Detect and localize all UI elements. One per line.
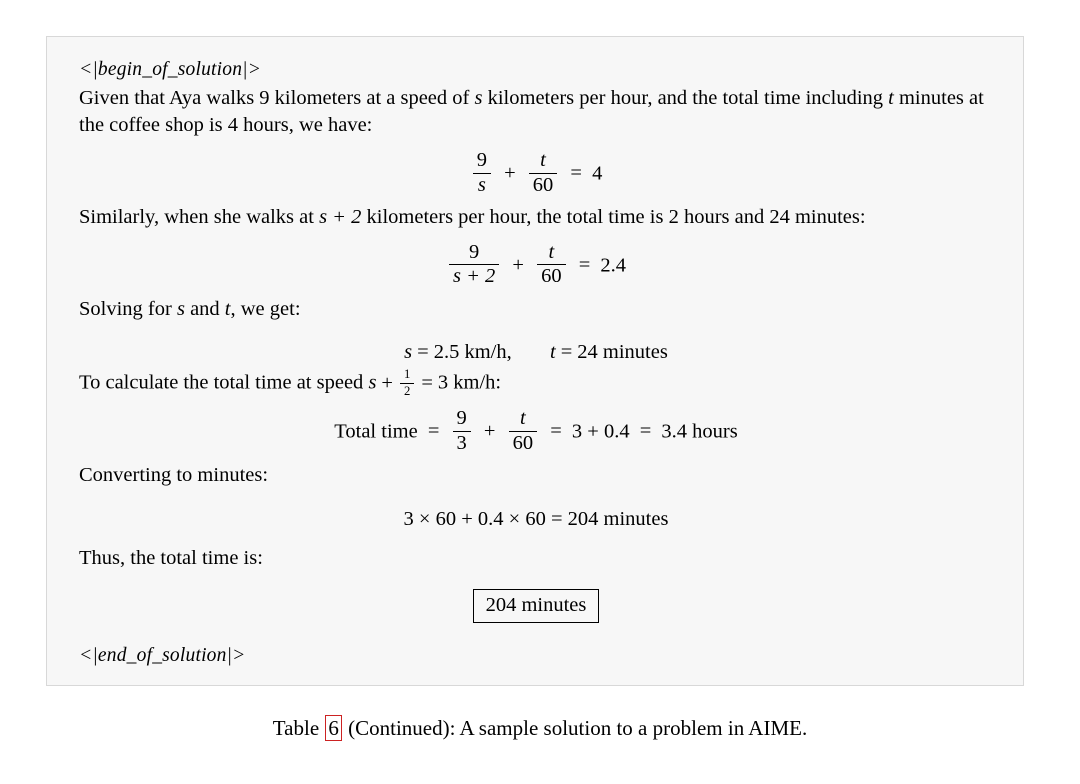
- equation-5: 3 × 60 + 0.4 × 60 = 204 minutes: [403, 507, 669, 530]
- equation-1-numerator-1: 9: [473, 150, 491, 174]
- paragraph-3-segment-2: and: [184, 297, 225, 320]
- equation-1-denominator-2: 60: [532, 173, 554, 196]
- answer-container: [79, 589, 993, 623]
- variable-s-2: s: [176, 297, 185, 320]
- boxed-answer: 204 minutes: [473, 589, 600, 623]
- solution-paragraph-4: [79, 368, 993, 398]
- table-caption: [0, 716, 1080, 741]
- equation-1-denominator-1: s: [477, 173, 486, 196]
- paragraph-2-segment-1: Similarly, when she walks at: [79, 206, 320, 229]
- paragraph-4-half-denominator: 2: [403, 383, 411, 398]
- caption-table-number[interactable]: 6: [325, 715, 342, 741]
- solution-paragraph-2: [79, 204, 993, 232]
- equation-3: [79, 341, 993, 364]
- paragraph-1-segment-2: kilometers per hour, and the total time including: [482, 86, 889, 109]
- equation-2: [79, 242, 993, 288]
- equation-4-denominator-1: 3: [456, 431, 467, 454]
- paragraph-3-segment-1: Solving for: [79, 297, 177, 320]
- equation-4-fraction-1: [453, 408, 471, 454]
- paragraph-1-segment-3: minutes at the coffee shop is 4 hours, we have:: [79, 86, 984, 137]
- solution-paragraph-1: [79, 85, 993, 140]
- variable-t-2: t: [224, 297, 231, 320]
- equation-1-fraction-2: [529, 150, 558, 196]
- paragraph-1-segment-1: Given that Aya walks 9 kilometers at a speed of: [79, 86, 475, 109]
- equation-2-rhs: 2.4: [600, 254, 627, 277]
- equation-4-equals-2: =: [550, 420, 562, 443]
- paragraph-2-expression: s + 2: [319, 206, 362, 229]
- solution-paragraph-3: [79, 296, 993, 324]
- equation-4-numerator-2: t: [519, 407, 526, 430]
- paragraph-4-half-numerator: 1: [400, 368, 414, 383]
- equation-4-numerator-1: 9: [453, 408, 471, 432]
- paragraph-2-segment-2: kilometers per hour, the total time is 2 hours and 24 minutes:: [361, 206, 866, 229]
- paragraph-4-half-fraction: [400, 368, 414, 398]
- equation-1-fraction-1: [473, 150, 491, 196]
- variable-s-1: s: [474, 86, 483, 109]
- variable-t-1: t: [888, 86, 894, 109]
- solution-paragraph-6: Thus, the total time is:: [79, 546, 263, 569]
- paragraph-3-segment-3: , we get:: [230, 297, 301, 320]
- paragraph-4-plus: +: [381, 372, 393, 395]
- begin-solution-tag: <|begin_of_solution|>: [79, 59, 262, 80]
- equation-4-label: Total time: [334, 420, 418, 443]
- equation-3-t-label: t: [550, 341, 556, 364]
- equation-4-denominator-2: 60: [512, 431, 534, 454]
- paragraph-4-segment-1: To calculate the total time at speed: [79, 372, 369, 395]
- equation-4-rhs: 3.4 hours: [661, 420, 738, 443]
- paragraph-4-equals: =: [421, 372, 433, 395]
- equation-1-plus: +: [504, 162, 516, 185]
- equation-1-equals: =: [570, 162, 582, 185]
- solution-box: [46, 36, 1024, 686]
- equation-3-s-label: s: [404, 341, 413, 364]
- end-solution-tag: <|end_of_solution|>: [79, 644, 246, 666]
- paragraph-4-variable-s: s: [368, 372, 377, 395]
- equation-4-plus: +: [483, 420, 496, 443]
- equation-2-fraction-2: [537, 242, 566, 288]
- equation-2-numerator-1: 9: [449, 242, 499, 266]
- caption-suffix: (Continued): A sample solution to a problem in AIME.: [348, 716, 808, 740]
- equation-2-fraction-1: [449, 242, 499, 288]
- equation-4-equals-3: =: [639, 420, 652, 443]
- equation-3-s-value: 2.5 km/h,: [433, 341, 512, 364]
- equation-4-middle: 3 + 0.4: [571, 420, 630, 443]
- equation-2-denominator-1: s + 2: [452, 265, 496, 288]
- equation-2-equals: =: [578, 254, 591, 277]
- equation-4-fraction-2: [509, 408, 538, 454]
- equation-2-denominator-2: 60: [541, 265, 562, 288]
- equation-2-numerator-2: t: [548, 240, 555, 263]
- equation-1-numerator-2: t: [540, 149, 546, 172]
- paragraph-4-value: 3 km/h:: [437, 372, 502, 395]
- equation-4: [79, 408, 993, 454]
- equation-4-equals-1: =: [427, 420, 440, 443]
- equation-2-plus: +: [512, 254, 524, 277]
- equation-3-s-equals: =: [417, 341, 429, 364]
- equation-1: [79, 150, 993, 196]
- equation-3-t-equals: =: [560, 341, 573, 364]
- caption-prefix: Table: [272, 716, 320, 740]
- equation-1-rhs: 4: [592, 162, 603, 185]
- solution-paragraph-5: Converting to minutes:: [79, 464, 269, 487]
- equation-3-t-value: 24 minutes: [577, 341, 668, 364]
